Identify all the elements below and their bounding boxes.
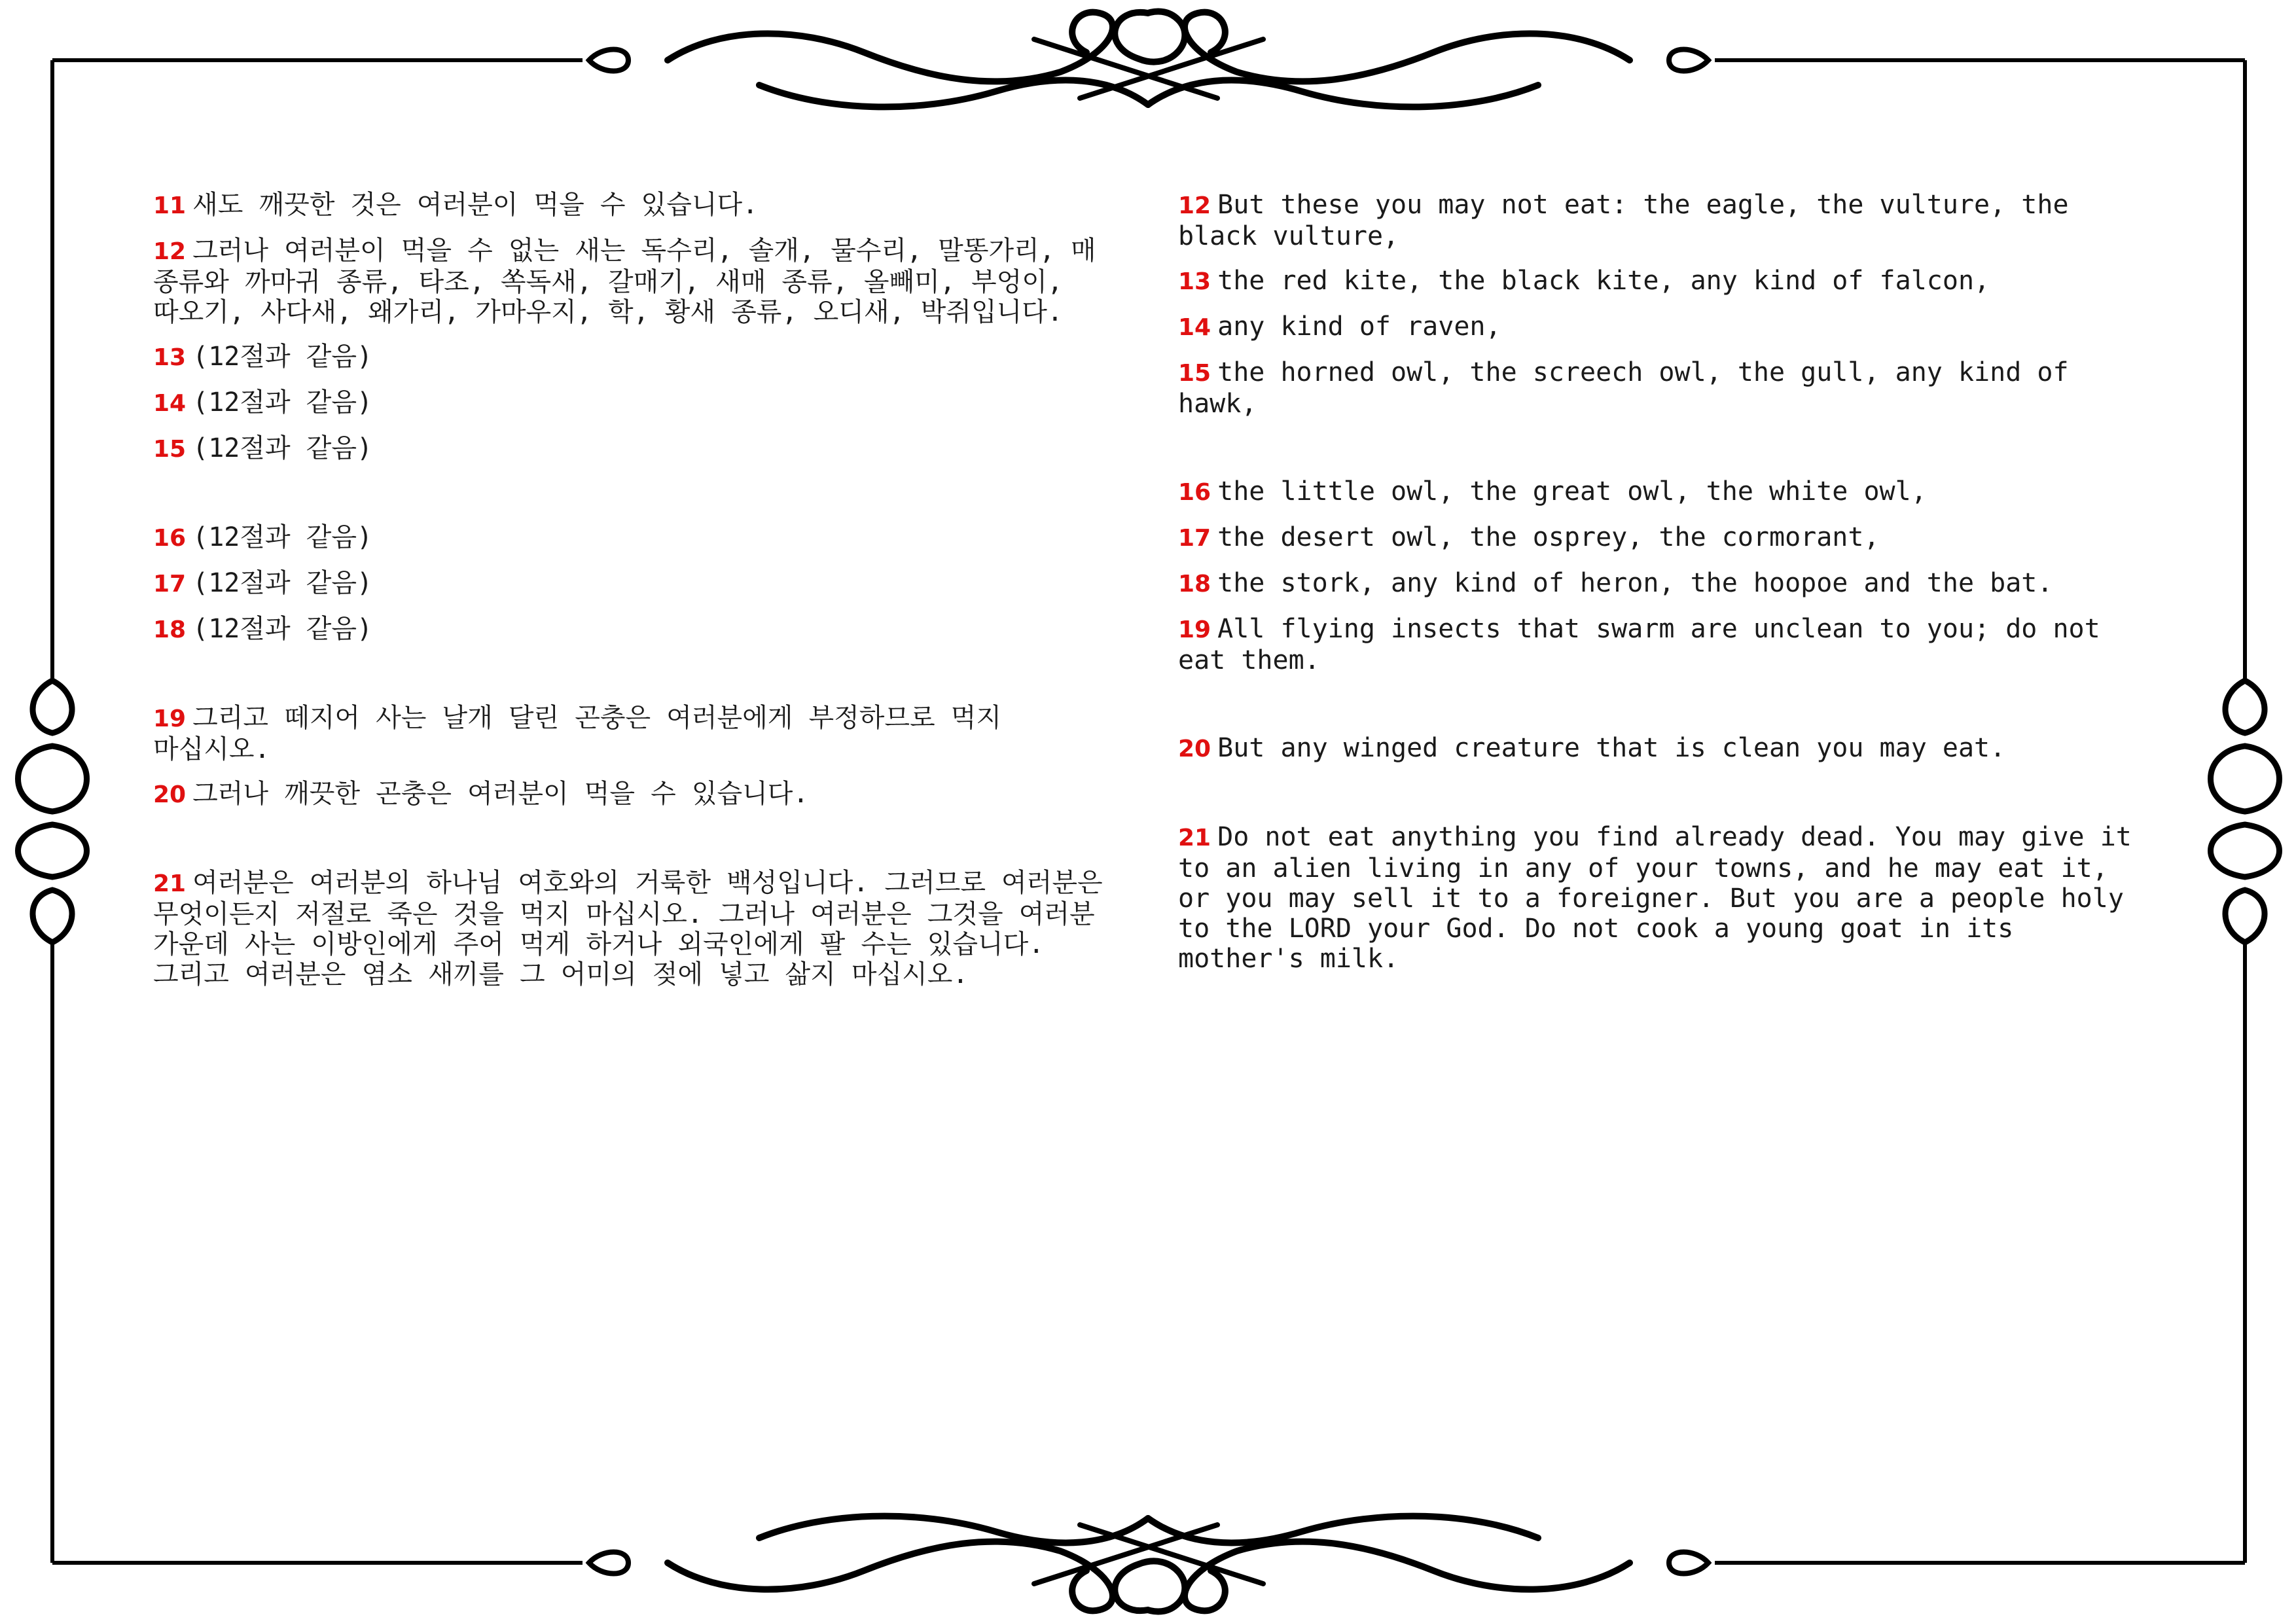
verse-number: 21 <box>153 870 187 897</box>
verse-text: 그리고 떼지어 사는 날개 달린 곤충은 여러분에게 부정하므로 먹지 마십시오. <box>153 703 1018 764</box>
verse-number: 14 <box>153 390 187 417</box>
verse-text: any kind of raven, <box>1217 312 1501 342</box>
verse-13 <box>1178 266 2147 297</box>
verse-number: 13 <box>1178 268 1211 295</box>
verse-number: 15 <box>153 436 187 463</box>
verse-number: 12 <box>1178 192 1211 219</box>
verse-16 <box>1178 476 2147 508</box>
verse-text: 그러나 여러분이 먹을 수 없는 새는 독수리, 솔개, 물수리, 말똥가리, 매 종류와 까마귀 종류, 타조, 쏙독새, 갈매기, 새매 종류, 올빼미, 부엉이, 따오기, 사다새, 왜가리, 가마우지, 학, 황새 종류, 오디새, 박쥐입니다. <box>153 236 1112 327</box>
verse-text: But these you may not eat: the eagle, the vulture, the black vulture, <box>1178 190 2085 251</box>
verse-text: 새도 깨끗한 것은 여러분이 먹을 수 있습니다. <box>192 190 759 220</box>
verse-text: the stork, any kind of heron, the hoopoe and the bat. <box>1217 568 2053 598</box>
verse-number: 20 <box>153 781 187 808</box>
verse-13 <box>153 342 1115 373</box>
verse-number: 11 <box>153 192 187 219</box>
verse-15 <box>1178 357 2147 419</box>
english-column <box>1178 190 2147 988</box>
verse-text: (12절과 같음) <box>192 433 373 463</box>
verse-number: 13 <box>153 344 187 371</box>
verse-number: 14 <box>1178 314 1211 341</box>
verse-15 <box>153 433 1115 465</box>
verse-text: All flying insects that swarm are unclean to you; do not eat them. <box>1178 614 2116 675</box>
verse-number: 16 <box>1178 479 1211 506</box>
verse-12 <box>1178 190 2147 251</box>
verse-number: 12 <box>153 238 187 265</box>
verse-number: 21 <box>1178 825 1211 851</box>
verse-17 <box>153 568 1115 599</box>
verse-text: (12절과 같음) <box>192 568 373 598</box>
korean-column <box>153 190 1119 1004</box>
verse-number: 18 <box>153 616 187 643</box>
verse-text: (12절과 같음) <box>192 522 373 552</box>
verse-20 <box>153 779 1115 810</box>
left-side-flourish <box>18 681 87 942</box>
verse-16 <box>153 522 1115 554</box>
verse-number: 19 <box>153 705 187 732</box>
verse-text: the horned owl, the screech owl, the gull, any kind of hawk, <box>1178 357 2085 419</box>
verse-text: (12절과 같음) <box>192 614 373 644</box>
verse-number: 19 <box>1178 616 1211 643</box>
verse-14 <box>153 387 1115 419</box>
right-side-flourish <box>2211 681 2280 942</box>
verse-text: Do not eat anything you find already dead. You may give it to an alien living in any of your towns, and he may eat it, or you may sell it to a foreigner. But you are a people holy to the LORD your God. Do not cook a young goat in its mother's milk. <box>1178 822 2147 974</box>
verse-text: the red kite, the black kite, any kind of falcon, <box>1217 266 1990 296</box>
verse-text: 여러분은 여러분의 하나님 여호와의 거룩한 백성입니다. 그러므로 여러분은 무엇이든지 저절로 죽은 것을 먹지 마십시오. 그러나 여러분은 그것을 여러분 가운데 사는 이방인에게 주어 먹게 하거나 외국인에게 팔 수는 있습니다. 그리고 여러분은 염소 새끼를 그 어미의 젖에 넣고 삶지 마십시오. <box>153 868 1119 990</box>
verse-21 <box>153 868 1119 990</box>
verse-text: the little owl, the great owl, the white owl, <box>1217 476 1927 507</box>
verse-number: 16 <box>153 525 187 552</box>
verse-17 <box>1178 522 2147 554</box>
top-flourish <box>668 12 1630 107</box>
verse-text: (12절과 같음) <box>192 387 373 418</box>
verse-text: the desert owl, the osprey, the cormorant, <box>1217 522 1880 552</box>
bottom-flourish <box>668 1516 1630 1612</box>
verse-text: But any winged creature that is clean you may eat. <box>1217 733 2006 763</box>
verse-number: 20 <box>1178 736 1211 762</box>
verse-18 <box>153 614 1115 645</box>
verse-number: 18 <box>1178 571 1211 597</box>
verse-text: (12절과 같음) <box>192 342 373 372</box>
verse-number: 15 <box>1178 360 1211 387</box>
verse-20 <box>1178 733 2147 764</box>
verse-12 <box>153 236 1115 327</box>
verse-18 <box>1178 568 2147 599</box>
verse-number: 17 <box>1178 525 1211 552</box>
verse-14 <box>1178 312 2147 343</box>
verse-number: 17 <box>153 571 187 597</box>
verse-19 <box>153 703 1115 764</box>
verse-text: 그러나 깨끗한 곤충은 여러분이 먹을 수 있습니다. <box>192 779 809 809</box>
verse-19 <box>1178 614 2147 675</box>
verse-21 <box>1178 822 2147 974</box>
verse-11 <box>153 190 1115 221</box>
